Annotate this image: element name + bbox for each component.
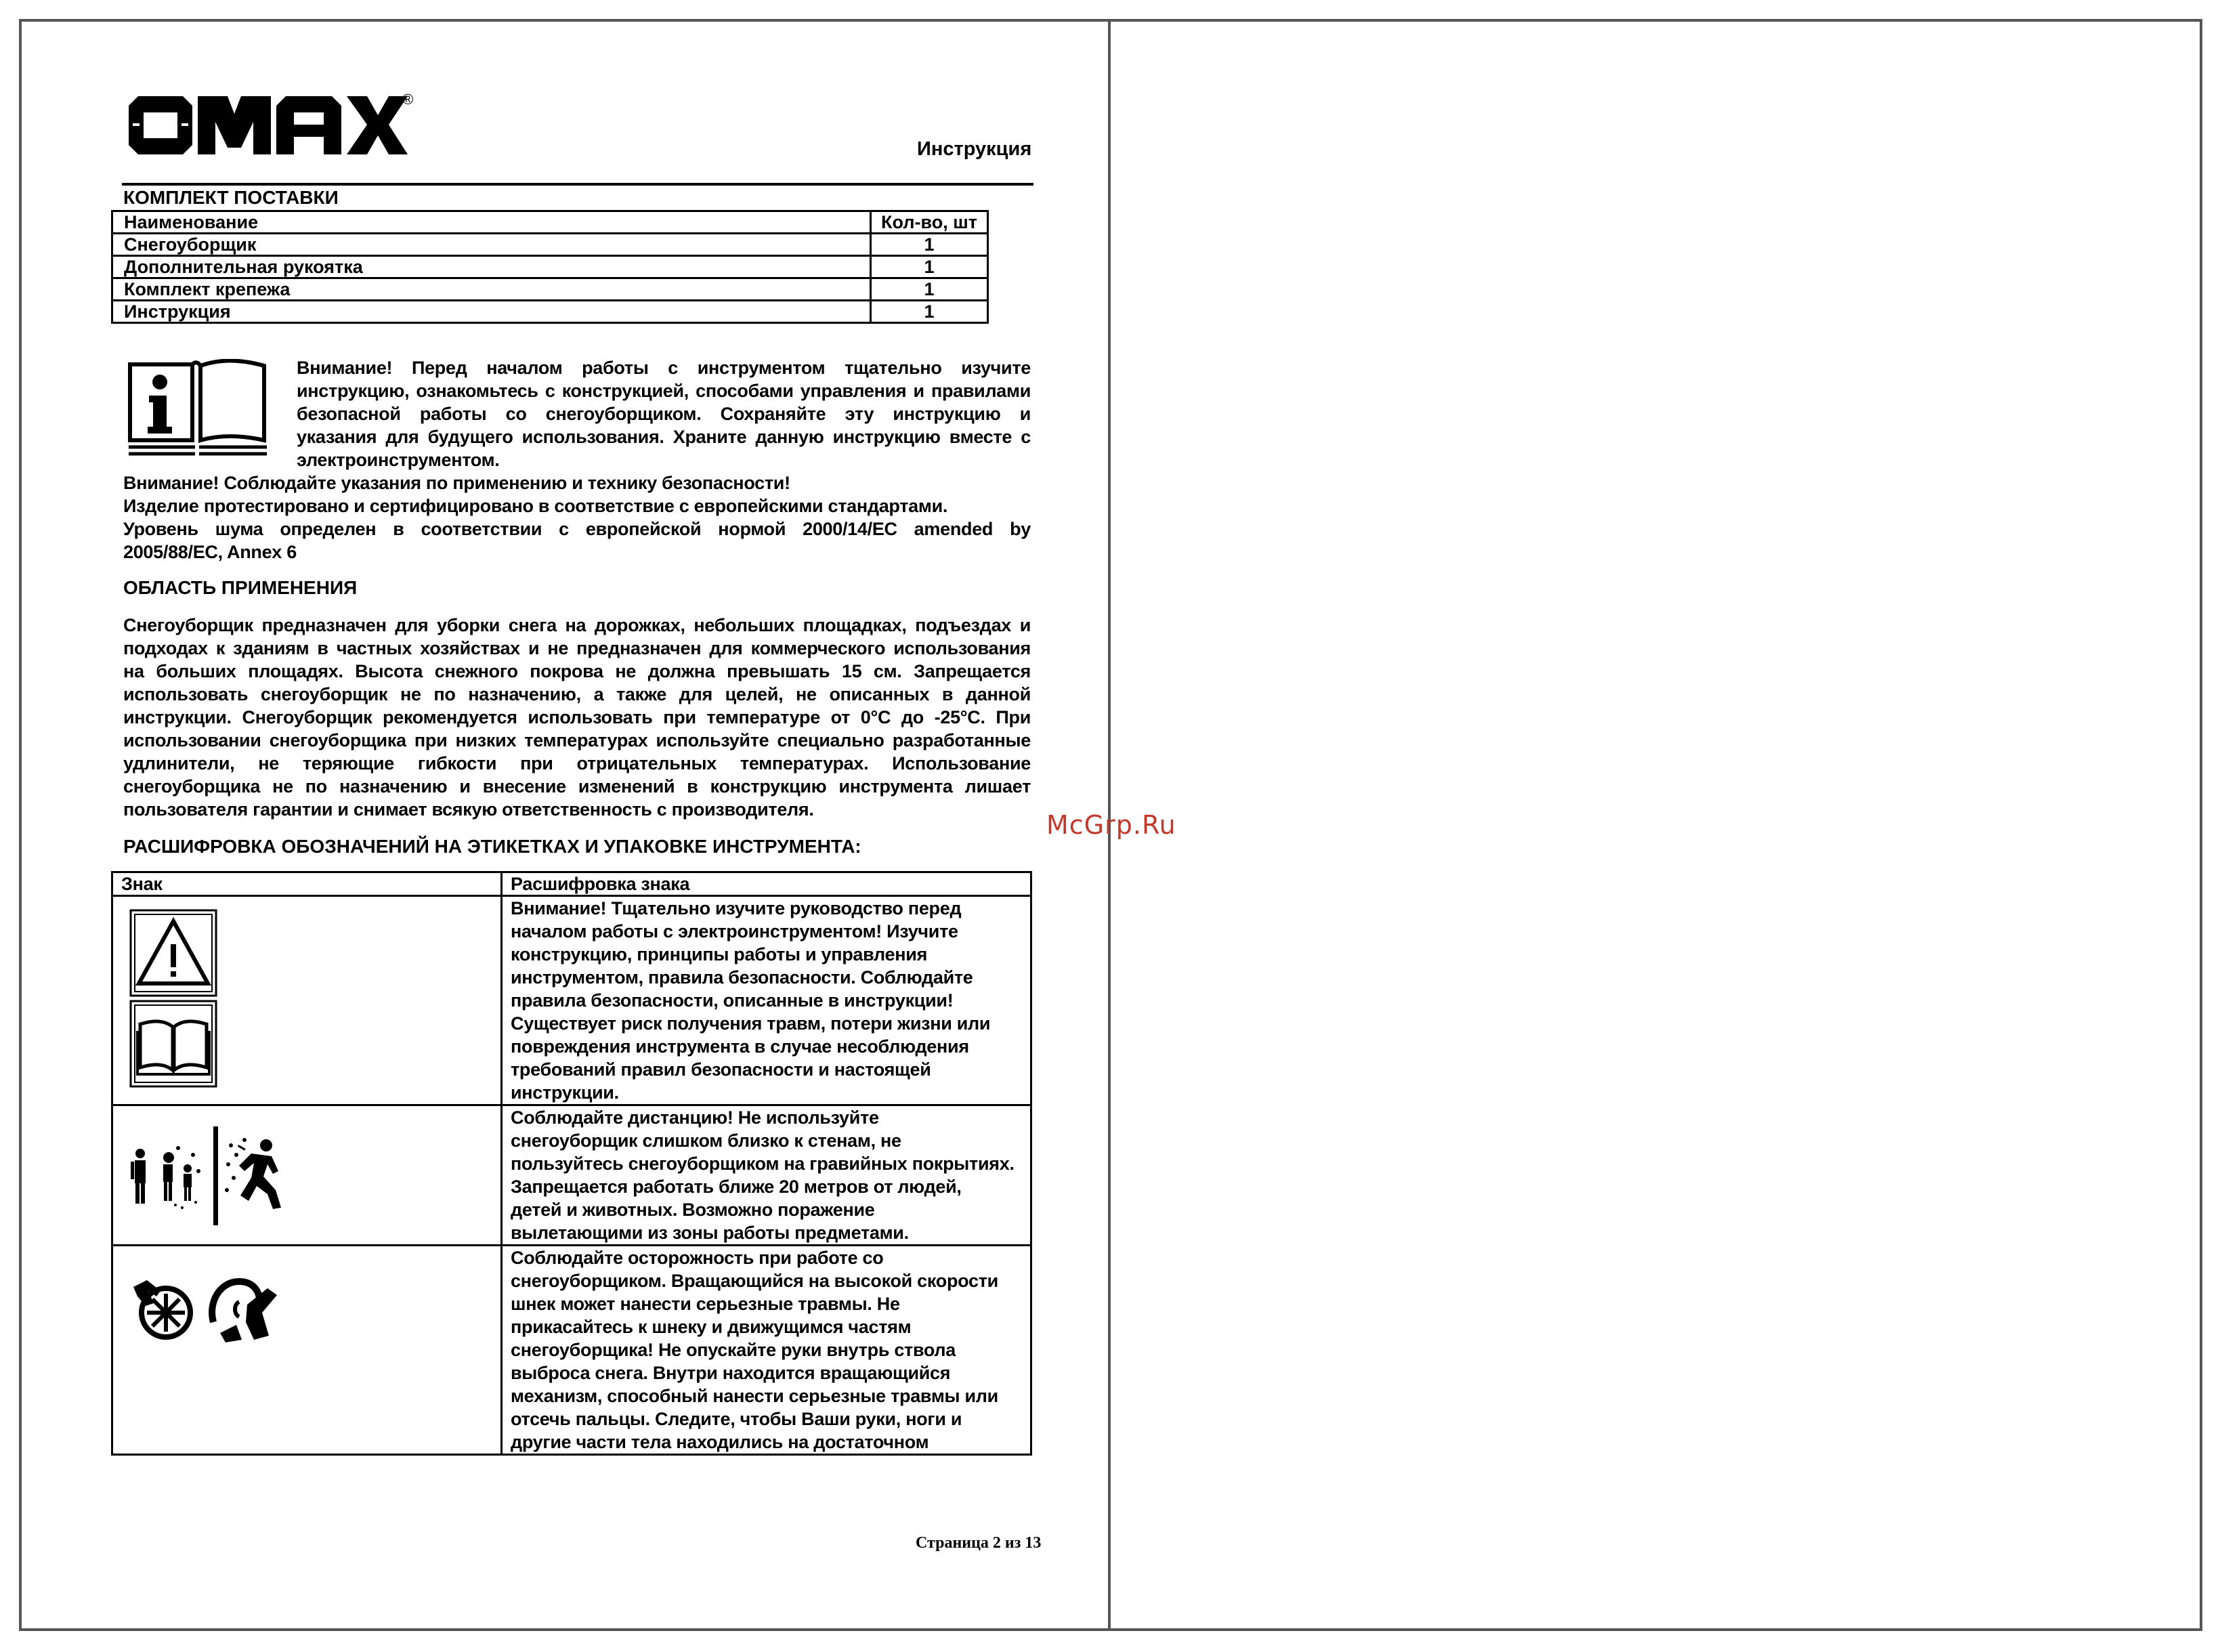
description-line: повреждения инструмента в случае несоблюдения bbox=[511, 1036, 969, 1057]
description-line: другие части тела находились на достаточном bbox=[511, 1432, 929, 1452]
symbol-description bbox=[502, 896, 1031, 1105]
kit-item-qty: 1 bbox=[871, 234, 988, 256]
scope-line: пользователя гарантии и снимает всякую ответственность с производителя. bbox=[123, 799, 814, 820]
description-line: шнек может нанести серьезные травмы. Не bbox=[511, 1294, 900, 1314]
kit-col-qty: Кол-во, шт bbox=[871, 211, 988, 234]
safety-warning: Внимание! Соблюдайте указания по применению и технику безопасности! bbox=[123, 473, 790, 493]
description-line: Соблюдайте осторожность при работе со bbox=[511, 1248, 884, 1268]
description-line: Соблюдайте дистанцию! Не используйте bbox=[511, 1107, 879, 1128]
warning-line: указания для будущего использования. Храните данную инструкцию вместе с bbox=[297, 427, 1031, 447]
scope-line: снегоуборщика не по назначению и внесение изменений в конструкцию инструмента лишает bbox=[123, 776, 1031, 797]
symbols-col-meaning: Расшифровка знака bbox=[502, 872, 1031, 896]
description-line: механизм, способный нанести серьезные травмы или bbox=[511, 1386, 998, 1406]
symbol-cell bbox=[112, 896, 502, 1105]
description-line: инструкции. bbox=[511, 1082, 619, 1103]
table-row bbox=[112, 234, 988, 256]
scope-title: ОБЛАСТЬ ПРИМЕНЕНИЯ bbox=[123, 577, 358, 598]
kit-item-name: Комплект крепежа bbox=[112, 278, 871, 301]
description-line: снегоуборщик слишком близко к стенам, не bbox=[511, 1130, 901, 1151]
description-line: началом работы с электроинструментом! Изучите bbox=[511, 921, 958, 941]
table-row bbox=[112, 256, 988, 278]
warning-line: Внимание! Перед началом работы с инструментом тщательно изучите bbox=[297, 358, 1031, 378]
flying-debris-icon bbox=[224, 1133, 292, 1214]
description-line: Существует риск получения травм, потери жизни или bbox=[511, 1013, 991, 1034]
description-line: конструкцию, принципы работы и управления bbox=[511, 944, 928, 965]
scope-line: инструкции. Снегоуборщик рекомендуется использовать при температуре от 0°С до -25°С. При bbox=[123, 707, 1031, 727]
kit-table bbox=[111, 210, 989, 324]
symbols-table bbox=[111, 871, 1032, 1456]
table-row bbox=[112, 1246, 1031, 1455]
description-line: правила безопасности, описанные в инструкции! bbox=[511, 990, 954, 1011]
kit-item-qty: 1 bbox=[871, 301, 988, 323]
document-label: Инструкция bbox=[917, 138, 1032, 160]
kit-title: КОМПЛЕКТ ПОСТАВКИ bbox=[123, 187, 339, 208]
description-line: детей и животных. Возможно поражение bbox=[511, 1200, 875, 1220]
omax-logo bbox=[126, 93, 410, 154]
symbols-header-row bbox=[112, 872, 1031, 896]
description-line: снегоуборщика! Не опускайте руки внутрь ствола bbox=[511, 1340, 956, 1360]
description-line: выброса снега. Внутри находится вращающийся bbox=[511, 1363, 951, 1383]
symbols-col-sign: Знак bbox=[112, 872, 502, 896]
open-book-icon bbox=[129, 1000, 217, 1088]
scope-line: подходах к зданиям в частных хозяйствах и не предназначен для коммерческого использования bbox=[123, 638, 1031, 658]
scope-line: удлинители, не теряющие гибкости при отрицательных температурах. Использование bbox=[123, 753, 1031, 774]
description-line: инструментом, правила безопасности. Соблюдайте bbox=[511, 967, 973, 988]
watermark-link[interactable]: McGrp.Ru bbox=[1046, 810, 1176, 840]
discharge-chute-hand-icon bbox=[207, 1275, 281, 1345]
table-row bbox=[112, 301, 988, 323]
warning-line: электроинструментом. bbox=[297, 450, 500, 470]
noise-note: 2005/88/EC, Annex 6 bbox=[123, 542, 297, 562]
kit-item-name: Снегоуборщик bbox=[112, 234, 871, 256]
scope-line: использовать снегоуборщик не по назначению, а также для целей, не описанных в данной bbox=[123, 684, 1031, 704]
kit-header-row bbox=[112, 211, 988, 234]
kit-item-name: Инструкция bbox=[112, 301, 871, 323]
description-line: вылетающими из зоны работы предметами. bbox=[511, 1223, 909, 1243]
page-number: Страница 2 из 13 bbox=[916, 1534, 1042, 1552]
table-row bbox=[112, 896, 1031, 1105]
description-line: прикасайтесь к шнеку и движущимся частям bbox=[511, 1317, 912, 1337]
scope-line: использовании снегоуборщика при низких температурах используйте специально разработанные bbox=[123, 730, 1031, 750]
symbols-title: РАСШИФРОВКА ОБОЗНАЧЕНИЙ НА ЭТИКЕТКАХ И УПАКОВКЕ ИНСТРУМЕНТА: bbox=[123, 836, 861, 857]
registered-mark: ® bbox=[402, 91, 414, 108]
kit-col-name: Наименование bbox=[112, 211, 871, 234]
warning-triangle-icon bbox=[129, 909, 217, 997]
certification-note: Изделие протестировано и сертифицировано в соответствие с европейскими стандартами. bbox=[123, 496, 948, 516]
description-line: снегоуборщиком. Вращающийся на высокой скорости bbox=[511, 1271, 998, 1291]
scope-line: Снегоуборщик предназначен для уборки снега на дорожках, небольших площадках, подъездах и bbox=[123, 615, 1031, 635]
separator-bar bbox=[213, 1126, 218, 1225]
description-line: пользуйтесь снегоуборщиком на гравийных покрытиях. bbox=[511, 1153, 1015, 1174]
description-line: Запрещается работать ближе 20 метров от людей, bbox=[511, 1177, 962, 1197]
scope-line: на больших площадях. Высота снежного покрова не должна превышать 15 см. Запрещается bbox=[123, 661, 1031, 681]
header-rule bbox=[122, 183, 1033, 186]
kit-item-qty: 1 bbox=[871, 278, 988, 301]
symbol-description bbox=[502, 1246, 1031, 1455]
description-line: отсечь пальцы. Следите, чтобы Ваши руки, ноги и bbox=[511, 1409, 962, 1429]
symbol-cell bbox=[112, 1246, 502, 1455]
symbol-description bbox=[502, 1105, 1031, 1246]
description-line: Внимание! Тщательно изучите руководство перед bbox=[511, 898, 962, 918]
noise-note: Уровень шума определен в соответствии с европейской нормой 2000/14/EC amended by bbox=[123, 519, 1031, 539]
read-manual-info-icon bbox=[125, 359, 274, 461]
kit-item-name: Дополнительная рукоятка bbox=[112, 256, 871, 278]
bystanders-distance-icon bbox=[131, 1129, 205, 1224]
rotating-auger-hand-icon bbox=[131, 1276, 198, 1344]
description-line: требований правил безопасности и настоящей bbox=[511, 1059, 931, 1080]
warning-line: инструкцию, ознакомьтесь с конструкцией, способами управления и правилами bbox=[297, 381, 1031, 401]
table-row bbox=[112, 278, 988, 301]
kit-item-qty: 1 bbox=[871, 256, 988, 278]
symbol-cell bbox=[112, 1105, 502, 1246]
table-row bbox=[112, 1105, 1031, 1246]
warning-line: безопасной работы со снегоуборщиком. Сохраняйте эту инструкцию и bbox=[297, 404, 1031, 424]
